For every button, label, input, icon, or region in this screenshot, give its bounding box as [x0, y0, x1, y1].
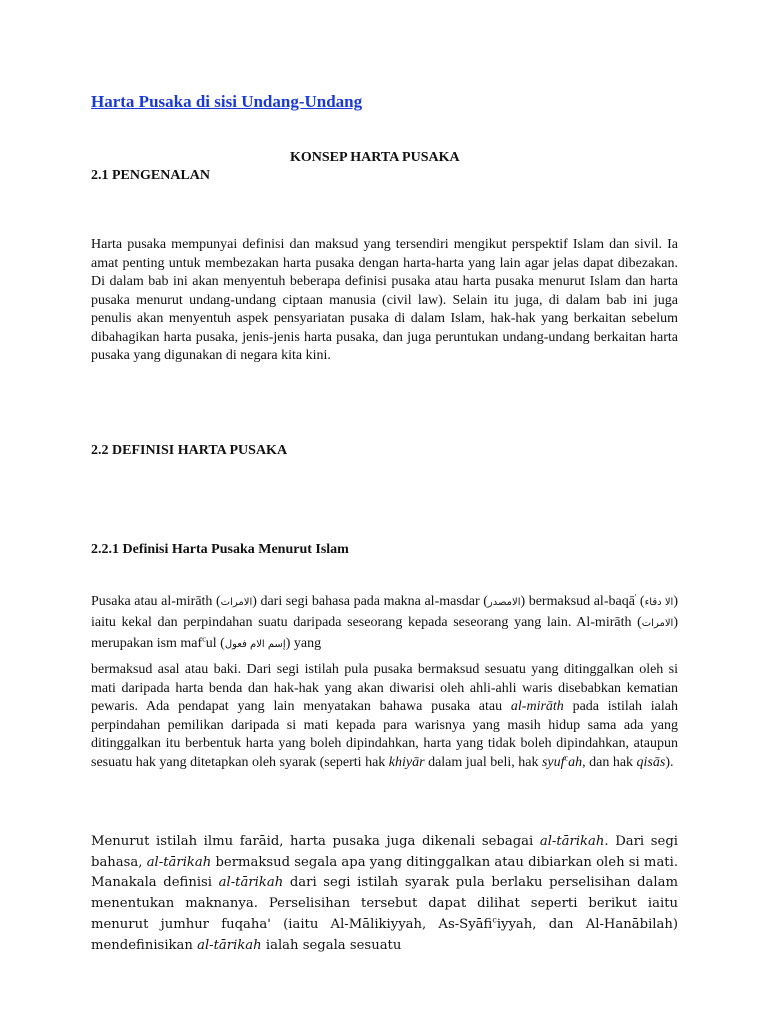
- italic-term: al-tārikah: [539, 834, 605, 849]
- arabic-term: الامصدر: [487, 597, 521, 608]
- italic-term: al-tārikah: [146, 854, 212, 870]
- text-run: bermaksud segala apa yang ditinggalkan atau dibiarkan oleh si mati. Manakala definisi: [91, 854, 679, 891]
- text-run: ) bermaksud al-baqā: [520, 594, 635, 609]
- tarikah-paragraph: [91, 832, 678, 956]
- text-run: . Dari segi bahasa,: [91, 834, 678, 870]
- text-run: dari segi istilah syarak pula berlaku perselisihan dalam menentukan maknanya. Perselisihan tersebut dapat dilihat seperti berikut iaitu menurut jumhur fuqaha' (iaitu Al-Mālikiyyah, As-Syāfi: [91, 875, 678, 932]
- italic-term: ah: [568, 754, 583, 770]
- text-run: Menurut istilah ilmu farāid, harta pusaka juga dikenali sebagai: [91, 834, 540, 849]
- intro-paragraph: [91, 236, 678, 366]
- text-run: ul (: [205, 636, 225, 651]
- text-run: (: [636, 594, 645, 609]
- superscript-mark: ': [634, 592, 637, 602]
- text-run: iyyah, dan Al-Hanābilah) mendefinisikan: [91, 916, 679, 953]
- italic-term: syuf: [541, 754, 565, 770]
- italic-term: al-mirāth: [510, 699, 564, 714]
- superscript-mark: c: [492, 915, 497, 925]
- baki-paragraph: [91, 661, 678, 772]
- text-run: ) merupakan ism maf: [91, 615, 678, 651]
- italic-term: khiyār: [388, 754, 425, 770]
- italic-term: al-tārikah: [197, 937, 262, 953]
- text-run: ) yang: [285, 636, 322, 651]
- text-run: , dan hak: [582, 754, 637, 770]
- text-run: dalam jual beli, hak: [424, 754, 542, 770]
- italic-term: al-tārikah: [218, 875, 284, 891]
- arabic-term: الامرات: [641, 618, 674, 629]
- section-heading-definisi: 2.2 DEFINISI HARTA PUSAKA: [91, 443, 288, 458]
- arabic-term: إسم الام فعول: [224, 639, 286, 650]
- text-run: bermaksud asal atau baki. Dari segi istilah pula pusaka bermaksud sesuatu yang ditinggalkan oleh si mati daripada harta benda dan hak-hak yang akan diwarisi oleh ahli-ahli waris disebabkan kematian pewaris. Ada pendapat yang lain menyatakan bahawa pusaka atau: [91, 662, 678, 714]
- text-run: ) iaitu kekal dan perpindahan suatu daripada seseorang kepada seseorang yang lain. Al-mirāth (: [91, 594, 678, 630]
- superscript-mark: c: [202, 634, 206, 644]
- subsection-heading-islam: 2.2.1 Definisi Harta Pusaka Menurut Islam: [91, 542, 349, 557]
- center-title: KONSEP HARTA PUSAKA: [290, 150, 460, 165]
- text-run: ) dari segi bahasa pada makna al-masdar (: [252, 594, 488, 609]
- superscript-mark: c: [564, 752, 569, 762]
- text-run: ialah segala sesuatu: [261, 937, 402, 953]
- text-run: Pusaka atau al-mirāth (: [91, 594, 221, 609]
- intro-paragraph-text: Harta pusaka mempunyai definisi dan maksud yang tersendiri mengikut perspektif Islam dan sivil. Ia amat penting untuk membezakan harta pusaka dengan harta-harta yang lain agar jelas dapat dibezakan. Di dalam bab ini akan menyentuh beberapa definisi pusaka atau harta pusaka menurut Islam dan harta pusaka menurut undang-undang ciptaan manusia (civil law). Selain itu juga, di dalam bab ini juga penulis akan menyentuh aspek pensyariatan pusaka di dalam Islam, hak-hak yang berkaitan sebelum dibahagikan harta pusaka, jenis-jenis harta pusaka, dan juga peruntukan undang-undang berkaitan harta pusaka yang digunakan di negara kita kini.: [91, 237, 678, 363]
- document-title-link[interactable]: Harta Pusaka di sisi Undang-Undang: [91, 92, 363, 111]
- text-run: pada istilah ialah perpindahan pemilikan daripada si mati kepada para warisnya yang masih hidup sama ada yang ditinggalkan itu berbentuk harta yang boleh dipindahkan, harta yang tidak boleh dipindahkan, ataupun sesuatu hak yang ditetapkan oleh syarak (seperti hak: [91, 699, 678, 770]
- mirath-paragraph: [91, 592, 678, 655]
- section-heading-pengenalan: 2.1 PENGENALAN: [91, 168, 211, 183]
- text-run: ).: [665, 754, 674, 770]
- italic-term: qisās: [636, 754, 666, 770]
- arabic-term: الامرات: [220, 597, 253, 608]
- arabic-term: الا دقاء: [644, 597, 674, 608]
